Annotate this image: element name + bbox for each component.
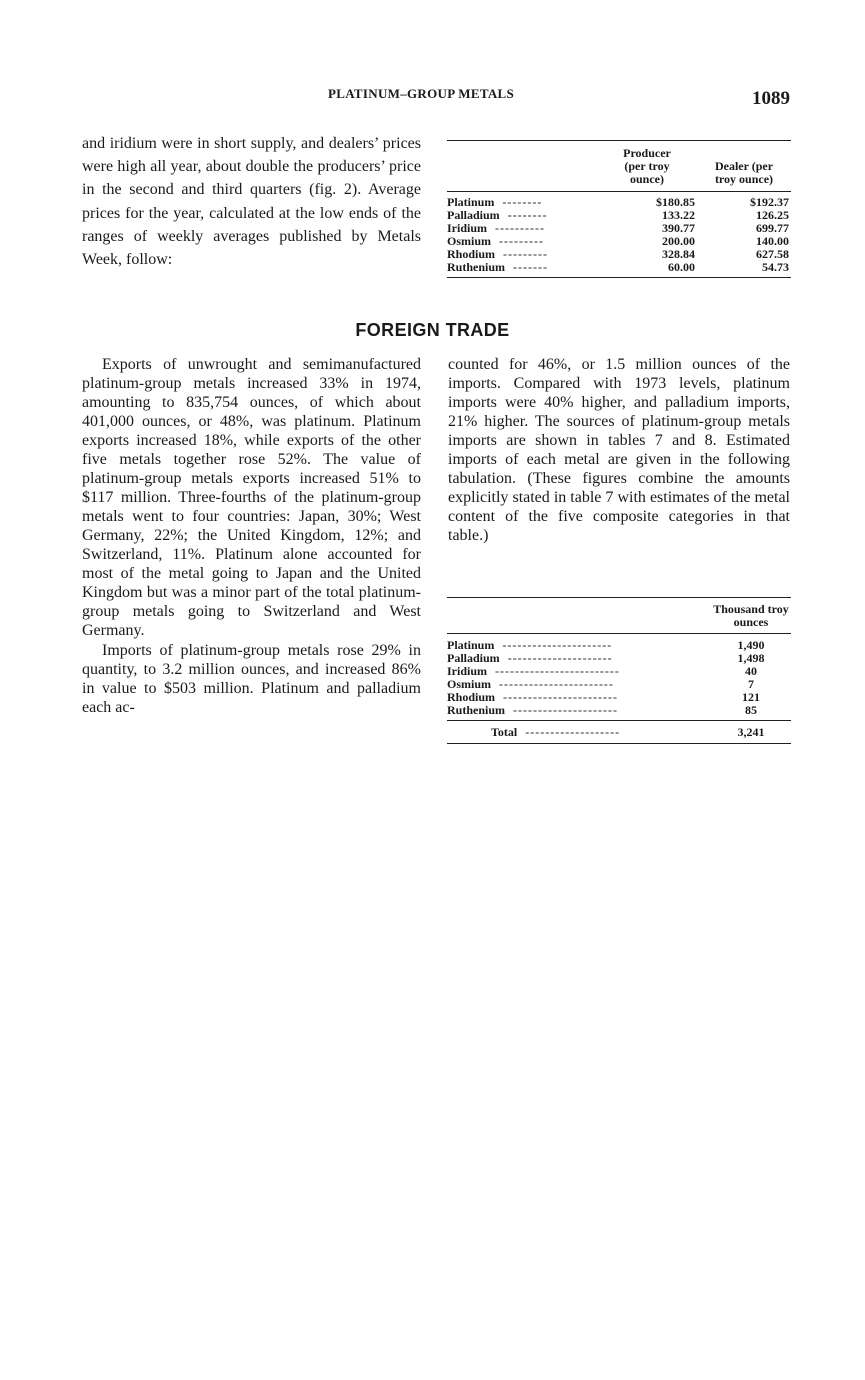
running-head: PLATINUM–GROUP METALS [328,86,515,101]
dot-leader: -------- [502,195,543,209]
price-table-header-producer [597,141,697,192]
imports-unit-label: Thousand troy ounces [713,602,789,629]
price-row-producer: 133.22 [662,208,695,222]
imports-paragraph-continued: counted for 46%, or 1.5 million ounces of the imports. Compared with 1973 levels, platinum imports were 40% higher, and palladium imports, 21% higher. The sources of platinum-group metals imports are shown in tables 7 and 8. Estimated imports of each metal are given in the following tabulation. (These figures combine the amounts explicitly stated in table 7 with estimates of the metal content of the five composite categories in that table.) [448,356,790,544]
price-row-metal: Palladium [447,208,500,222]
price-row-dealer: $192.37 [750,195,789,209]
dot-leader: --------- [499,234,544,248]
imports-row [447,634,791,653]
imports-row-value: 40 [745,664,757,678]
imports-row [447,704,791,721]
imports-total-row [447,721,791,744]
price-row-producer: $180.85 [656,195,695,209]
imports-row-value: 121 [742,690,760,704]
price-row-metal: Ruthenium [447,260,506,274]
price-row-dealer: 699.77 [756,221,789,235]
dot-leader: --------- [503,247,548,261]
dot-leader: ----------------------- [503,690,618,704]
left-column [82,355,421,717]
price-table-header-blank [447,141,597,192]
price-row-metal: Iridium [447,221,488,235]
imports-row-metal: Palladium [447,651,500,665]
dot-leader: --------------------- [507,651,613,665]
imports-row-metal: Rhodium [447,690,496,704]
price-row-producer: 200.00 [662,234,695,248]
intro-paragraph: and iridium were in short supply, and dealers’ prices were high all year, about double the producers’ price in the second and third quarters (fig. 2). Average prices for the year, calculated at the low ends of the ranges of weekly averages published by Metals Week, follow: [82,135,421,269]
imports-row-metal: Ruthenium [447,703,506,717]
imports-table-header-unit [711,598,791,634]
imports-table-header-blank [447,598,711,634]
price-table-header-row [447,141,791,192]
price-row-metal: Rhodium [447,247,496,261]
dot-leader: ---------------------- [502,638,613,652]
imports-total-value: 3,241 [711,721,791,744]
price-row [447,235,791,248]
imports-row-value: 1,498 [737,651,765,665]
page-number: 1089 [752,88,790,109]
imports-row-metal: Osmium [447,677,492,691]
dot-leader: ------- [513,260,548,274]
price-table-header-dealer [697,141,791,192]
price-row [447,192,791,210]
dot-leader: ------------------- [525,725,621,739]
price-row [447,261,791,278]
imports-total-label: Total [491,725,518,739]
price-row-producer: 328.84 [662,247,695,261]
producer-header-label: Producer (per troy ounce) [623,146,671,186]
imports-row-value: 85 [745,703,757,717]
price-row-metal: Platinum [447,195,495,209]
price-row-dealer: 140.00 [756,234,789,248]
imports-row-metal: Iridium [447,664,488,678]
dot-leader: --------------------- [513,703,618,717]
dot-leader: ------------------------- [495,664,620,678]
imports-row-value: 7 [748,677,754,691]
price-row-metal: Osmium [447,234,492,248]
price-table [447,140,791,278]
exports-paragraph: Exports of unwrought and semimanufactured platinum-group metals increased 33% in 1974, amounting to 835,754 ounces, of which about 401,000 ounces, or 48%, was platinum. Platinum exports increased 18%, while exports of the other five metals together rose 52%. The value of platinum-group metals exports increased 51% to $117 million. Three-fourths of the platinum-group metals went to four countries: Japan, 30%; West Germany, 22%; the United Kingdom, 12%; and Switzerland, 11%. Platinum alone accounted for most of the metal going to Japan and the United Kingdom but was a minor part of the total platinum-group metals going to Switzerland and West Germany. [82,356,421,639]
section-heading: FOREIGN TRADE [355,320,510,340]
price-row-dealer: 54.73 [697,261,791,278]
imports-table [447,597,791,744]
imports-row-value: 1,490 [737,638,765,652]
dot-leader: ----------------------- [499,677,614,691]
price-row-producer: 60.00 [597,261,697,278]
imports-row [447,678,791,691]
price-row-dealer: 627.58 [756,247,789,261]
imports-table-header-row [447,598,791,634]
imports-row-metal: Platinum [447,638,495,652]
dealer-header-label: Dealer (per troy ounce) [714,159,774,186]
dot-leader: -------- [507,208,548,222]
dot-leader: ---------- [495,221,545,235]
price-row-dealer: 126.25 [756,208,789,222]
imports-paragraph: Imports of platinum-group metals rose 29% in quantity, to 3.2 million ounces, and increased 86% in value to $503 million. Platinum and palladium each ac- [82,642,421,716]
right-column [448,355,790,545]
price-row-producer: 390.77 [662,221,695,235]
